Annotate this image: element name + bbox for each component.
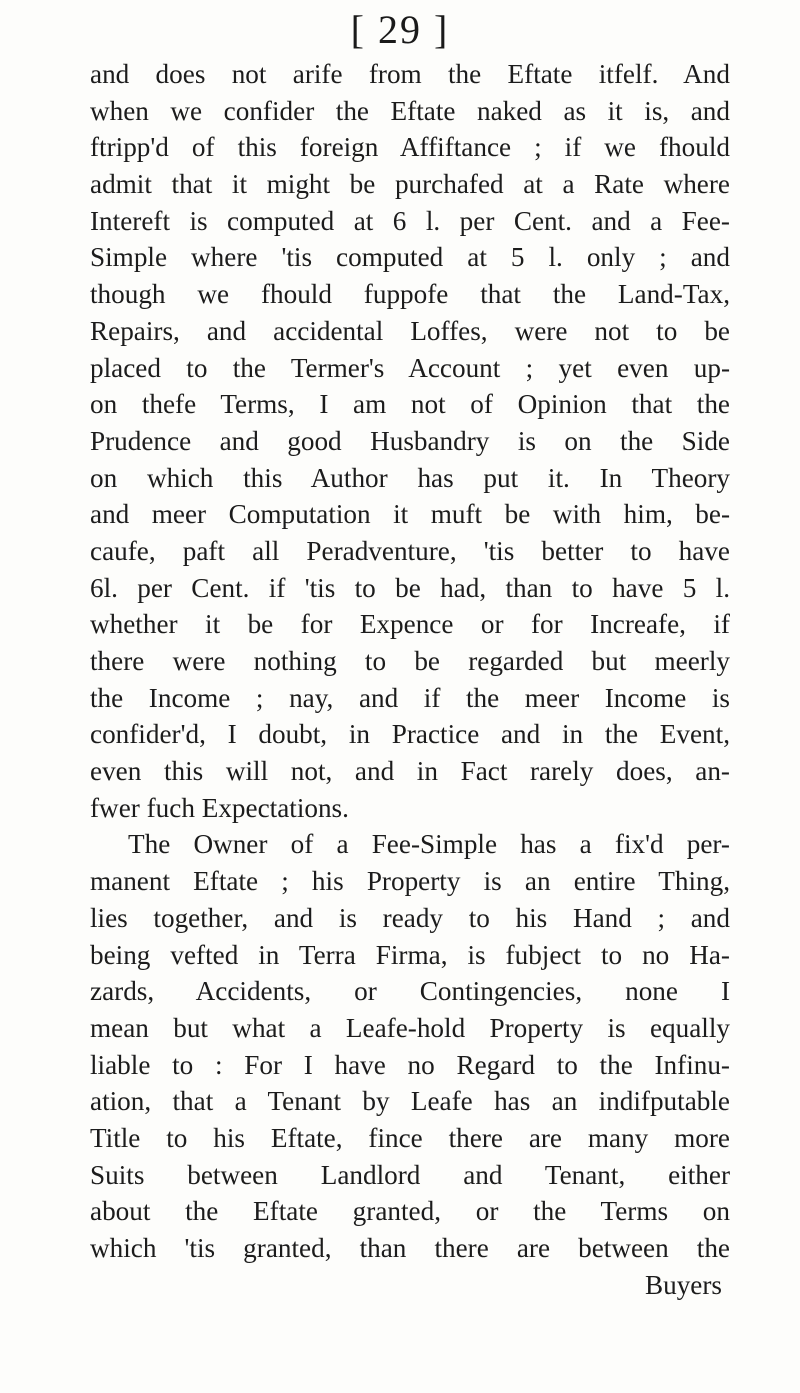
text-line: Simple where 'tis computed at 5 l. only ; and — [90, 242, 730, 273]
text-line: Title to his Eftate, fince there are many more — [90, 1122, 730, 1153]
text-line: caufe, paft all Peradventure, 'tis better to have — [90, 535, 730, 566]
text-line: manent Eftate ; his Property is an entire Thing, — [90, 866, 730, 897]
text-line: Intereft is computed at 6 l. per Cent. and a Fee- — [90, 205, 730, 236]
text-line: though we fhould fuppofe that the Land-Tax, — [90, 279, 730, 310]
text-line: Suits between Landlord and Tenant, either — [90, 1159, 730, 1190]
text-line: zards, Accidents, or Contingencies, none I — [90, 976, 730, 1007]
text-line: fwer fuch Expectations. — [90, 792, 349, 823]
text-line: Repairs, and accidental Loffes, were not to be — [90, 315, 730, 346]
text-line: ation, that a Tenant by Leafe has an indifputable — [90, 1086, 730, 1117]
text-line: being vefted in Terra Firma, is fubject to no Ha- — [90, 939, 730, 970]
text-line: and does not arife from the Eftate itfelf. And — [90, 59, 730, 89]
text-line: on which this Author has put it. In Theory — [90, 462, 730, 493]
text-line: about the Eftate granted, or the Terms on — [90, 1196, 730, 1227]
catchword: Buyers — [644, 1269, 722, 1300]
text-line: even this will not, and in Fact rarely does, an- — [90, 756, 730, 787]
text-line: placed to the Termer's Account ; yet even up- — [90, 352, 730, 383]
page-number-header: [ 29 ] — [350, 7, 450, 52]
text-line: whether it be for Expence or for Increafe, if — [90, 609, 730, 640]
text-line: which 'tis granted, than there are between the — [90, 1233, 730, 1263]
text-line: there were nothing to be regarded but meerly — [90, 646, 730, 676]
body-text — [90, 56, 730, 1303]
text-line: on thefe Terms, I am not of Opinion that the — [90, 389, 730, 420]
text-line: liable to : For I have no Regard to the Infinu- — [90, 1049, 730, 1080]
text-line: admit that it might be purchafed at a Rate where — [90, 169, 730, 200]
text-line: ftripp'd of this foreign Affiftance ; if we fhould — [90, 132, 730, 163]
paragraph-1 — [90, 56, 730, 826]
text-line: lies together, and is ready to his Hand ; and — [90, 902, 730, 933]
text-line: The Owner of a Fee-Simple has a fix'd per- — [128, 829, 730, 860]
text-line: 6l. per Cent. if 'tis to be had, than to have 5 l. — [90, 572, 730, 603]
text-line: mean but what a Leafe-hold Property is equally — [90, 1012, 730, 1043]
text-line: when we confider the Eftate naked as it is, and — [90, 95, 730, 126]
text-line: and meer Computation it muft be with him, be- — [90, 499, 730, 530]
text-line: confider'd, I doubt, in Practice and in the Event, — [90, 719, 730, 750]
text-line: Prudence and good Husbandry is on the Side — [90, 425, 730, 456]
paragraph-2 — [90, 826, 730, 1266]
text-line: the Income ; nay, and if the meer Income is — [90, 682, 730, 713]
